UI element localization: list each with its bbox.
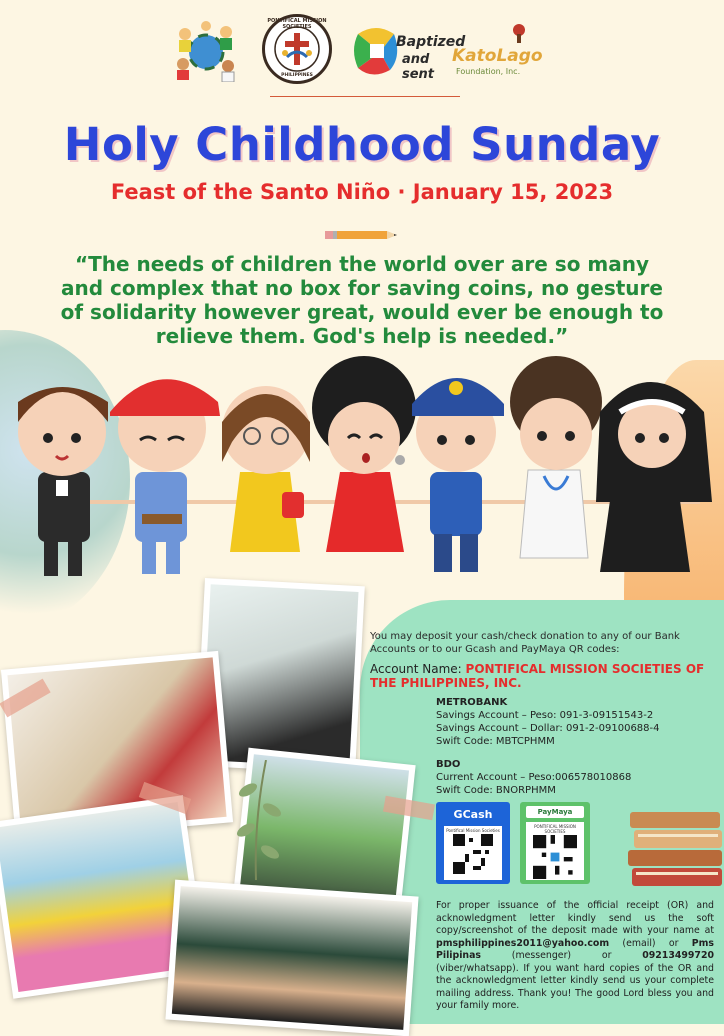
gcash-label: GCash bbox=[453, 808, 493, 821]
gcash-qr-card bbox=[436, 802, 510, 884]
page-subtitle: Feast of the Santo Niño · January 15, 2023 bbox=[110, 180, 614, 204]
contact-phone[interactable]: 09213499720 bbox=[642, 950, 714, 961]
leaves-decoration bbox=[226, 760, 286, 880]
contact-email[interactable]: pmsphilippines2011@yahoo.com bbox=[436, 937, 610, 949]
pencil-icon bbox=[325, 229, 400, 241]
footer-text-3: (messenger) or bbox=[481, 950, 643, 961]
quote-text: “The needs of children the world over are so many and complex that no box for saving coins, no gesture of solidarity however great, would ever be enough to relieve them. God's help is needed.” bbox=[60, 252, 664, 348]
baptized-and-sent-logo bbox=[350, 20, 466, 82]
photo-group-activity bbox=[165, 880, 418, 1036]
bdo-current: Current Account – Peso:006578010868 bbox=[436, 772, 632, 783]
metrobank-peso: Savings Account – Peso: 091-3-09151543-2 bbox=[436, 710, 654, 721]
metrobank-swift: Swift Code: MBTCPHMM bbox=[436, 736, 555, 747]
contact-messenger[interactable]: Pms Pilipinas bbox=[436, 937, 714, 961]
footer-text-1: For proper issuance of the official receipt (OR) and acknowledgment letter kindly send us the soft copy/screenshot of the deposit made with your name at bbox=[436, 900, 714, 936]
header-divider bbox=[270, 96, 460, 97]
donation-intro: You may deposit your cash/check donation to any of our Bank Accounts or to our Gcash and PayMaya QR codes: bbox=[370, 631, 680, 655]
account-name-label: Account Name: bbox=[370, 662, 466, 676]
paymaya-caption: PONTIFICAL MISSION SOCIETIES bbox=[534, 824, 576, 834]
bdo-swift: Swift Code: BNORPHMM bbox=[436, 785, 556, 796]
katolago-logo bbox=[452, 20, 542, 82]
books-icon bbox=[628, 806, 724, 888]
metrobank-block bbox=[436, 696, 660, 748]
paymaya-label: PayMaya bbox=[526, 806, 584, 818]
bdo-name: BDO bbox=[436, 759, 461, 770]
metrobank-dollar: Savings Account – Dollar: 091-2-09100688-4 bbox=[436, 723, 660, 734]
paymaya-qr-code-icon bbox=[533, 835, 577, 879]
pms-country-text: PHILIPPINES bbox=[281, 73, 313, 78]
account-name-block bbox=[370, 662, 710, 690]
baptized-text: Baptized bbox=[396, 34, 466, 50]
footer-text-2: (email) or bbox=[609, 937, 692, 949]
paymaya-qr-card bbox=[520, 802, 590, 884]
pms-ring-text: PONTIFICAL MISSION SOCIETIES bbox=[267, 18, 327, 30]
gcash-qr-code-icon bbox=[453, 834, 493, 874]
pms-seal-logo bbox=[262, 14, 332, 84]
footer-text-4: (viber/whatsapp). If you want hard copies of the OR and the acknowledgment letter kindly send us your complete mailing address. Thank you! The good Lord bless you and your family more. bbox=[436, 962, 714, 1011]
children-globe-logo bbox=[170, 20, 242, 82]
children-illustration bbox=[0, 352, 724, 592]
gcash-caption: Pontifical Mission Societies bbox=[446, 828, 500, 833]
metrobank-name: METROBANK bbox=[436, 697, 508, 708]
account-name: PONTIFICAL MISSION SOCIETIES OF THE PHILIPPINES, INC. bbox=[370, 662, 705, 690]
katolago-sub-text: Foundation, Inc. bbox=[456, 67, 521, 76]
bdo-block bbox=[436, 758, 631, 797]
page-title: Holy Childhood Sunday bbox=[63, 118, 661, 171]
footer-instructions bbox=[436, 900, 714, 1013]
katolago-text: KatoLago bbox=[452, 46, 543, 66]
and-sent-text: and sent bbox=[402, 52, 435, 82]
